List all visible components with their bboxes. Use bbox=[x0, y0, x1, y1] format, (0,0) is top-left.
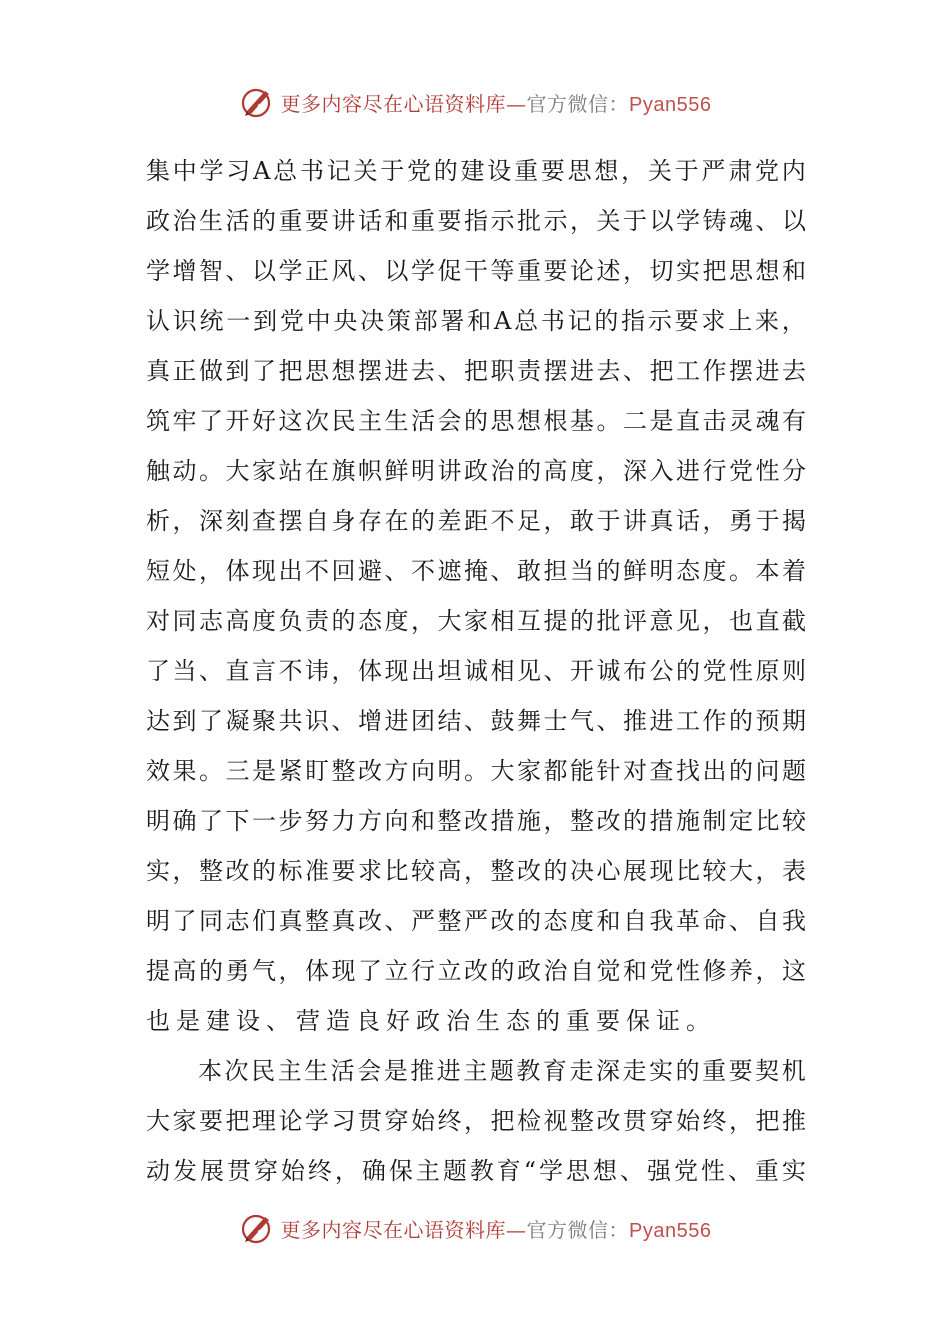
text-line: 集 中 学 习 A 总 书 记 关 于 党 的 建 设 重 要 思 想 ， 关 于 严 肃 党 内 bbox=[146, 157, 806, 185]
text-line: 触 动 。 大 家 站 在 旗 帜 鲜 明 讲 政 治 的 高 度 ， 深 入 进 行 党 性 分 bbox=[146, 457, 806, 485]
text-line: 析 ， 深 刻 查 摆 自 身 存 在 的 差 距 不 足 ， 敢 于 讲 真 话 ， 勇 于 揭 bbox=[146, 507, 806, 535]
text-line: 明 确 了 下 一 步 努 力 方 向 和 整 改 措 施 ， 整 改 的 措 施 制 定 比 较 bbox=[146, 807, 806, 835]
text-line: 对 同 志 高 度 负 责 的 态 度 ， 大 家 相 互 提 的 批 评 意 见 ， 也 直 截 bbox=[146, 607, 806, 635]
text-line: 动 发 展 贯 穿 始 终 ， 确 保 主 题 教 育 “ 学 思 想 、 强 党 性 、 重 实 bbox=[146, 1157, 806, 1185]
text-line: 提 高 的 勇 气 ， 体 现 了 立 行 立 改 的 政 治 自 觉 和 党 性 修 养 ， 这 bbox=[146, 957, 806, 985]
banner-dash: — bbox=[506, 1217, 527, 1242]
text-line: 本 次 民 主 生 活 会 是 推 进 主 题 教 育 走 深 走 实 的 重 要 契 机 bbox=[198, 1057, 806, 1085]
text-line: 筑 牢 了 开 好 这 次 民 主 生 活 会 的 思 想 根 基 。 二 是 直 击 灵 魂 有 bbox=[146, 407, 806, 435]
text-line: 短 处 ， 体 现 出 不 回 避 、 不 遮 掩 、 敢 担 当 的 鲜 明 态 度 。 本 着 bbox=[146, 557, 806, 585]
text-line: 明 了 同 志 们 真 整 真 改 、 严 整 严 改 的 态 度 和 自 我 革 命 、 自 我 bbox=[146, 907, 806, 935]
text-line: 实 ， 整 改 的 标 准 要 求 比 较 高 ， 整 改 的 决 心 展 现 比 较 大 ， 表 bbox=[146, 857, 806, 885]
text-line: 政 治 生 活 的 重 要 讲 话 和 重 要 指 示 批 示 ， 关 于 以 学 铸 魂 、 以 bbox=[146, 207, 806, 235]
pen-circle-logo-icon bbox=[239, 1210, 275, 1246]
text-line: 学 增 智 、 以 学 正 风 、 以 学 促 干 等 重 要 论 述 ， 切 实 把 思 想 和 bbox=[146, 257, 806, 285]
text-line: 真 正 做 到 了 把 思 想 摆 进 去 、 把 职 责 摆 进 去 、 把 工 作 摆 进 去 bbox=[146, 357, 806, 385]
document-body bbox=[146, 146, 806, 1196]
paragraph-1 bbox=[146, 146, 806, 1046]
banner-text bbox=[281, 88, 712, 117]
text-line: 认 识 统 一 到 党 中 央 决 策 部 署 和 A 总 书 记 的 指 示 要 求 上 来 ， bbox=[146, 307, 806, 335]
footer-banner bbox=[0, 1208, 950, 1248]
text-line: 也是建设、营造良好政治生态的重要保证。 bbox=[146, 1007, 716, 1035]
banner-wechat-label: 官方微信： bbox=[526, 1217, 630, 1242]
text-line: 效 果 。 三 是 紧 盯 整 改 方 向 明 。 大 家 都 能 针 对 查 找 出 的 问 题 bbox=[146, 757, 806, 785]
text-line: 达 到 了 凝 聚 共 识 、 增 进 团 结 、 鼓 舞 士 气 、 推 进 工 作 的 预 期 bbox=[146, 707, 806, 735]
banner-text bbox=[281, 1214, 712, 1243]
pen-circle-logo-icon bbox=[239, 84, 275, 120]
banner-main: 更多内容尽在心语资料库 bbox=[280, 91, 507, 116]
banner-dash: — bbox=[506, 91, 527, 116]
header-banner bbox=[0, 82, 950, 122]
banner-wechat-label: 官方微信： bbox=[526, 91, 630, 116]
paragraph-2 bbox=[146, 1046, 806, 1196]
banner-wechat-id: Pyan556 bbox=[629, 1219, 712, 1242]
text-line: 了 当 、 直 言 不 讳 ， 体 现 出 坦 诚 相 见 、 开 诚 布 公 的 党 性 原 则 bbox=[146, 657, 806, 685]
text-line: 大 家 要 把 理 论 学 习 贯 穿 始 终 ， 把 检 视 整 改 贯 穿 始 终 ， 把 推 bbox=[146, 1107, 806, 1135]
banner-wechat-id: Pyan556 bbox=[629, 93, 712, 116]
banner-main: 更多内容尽在心语资料库 bbox=[280, 1217, 507, 1242]
